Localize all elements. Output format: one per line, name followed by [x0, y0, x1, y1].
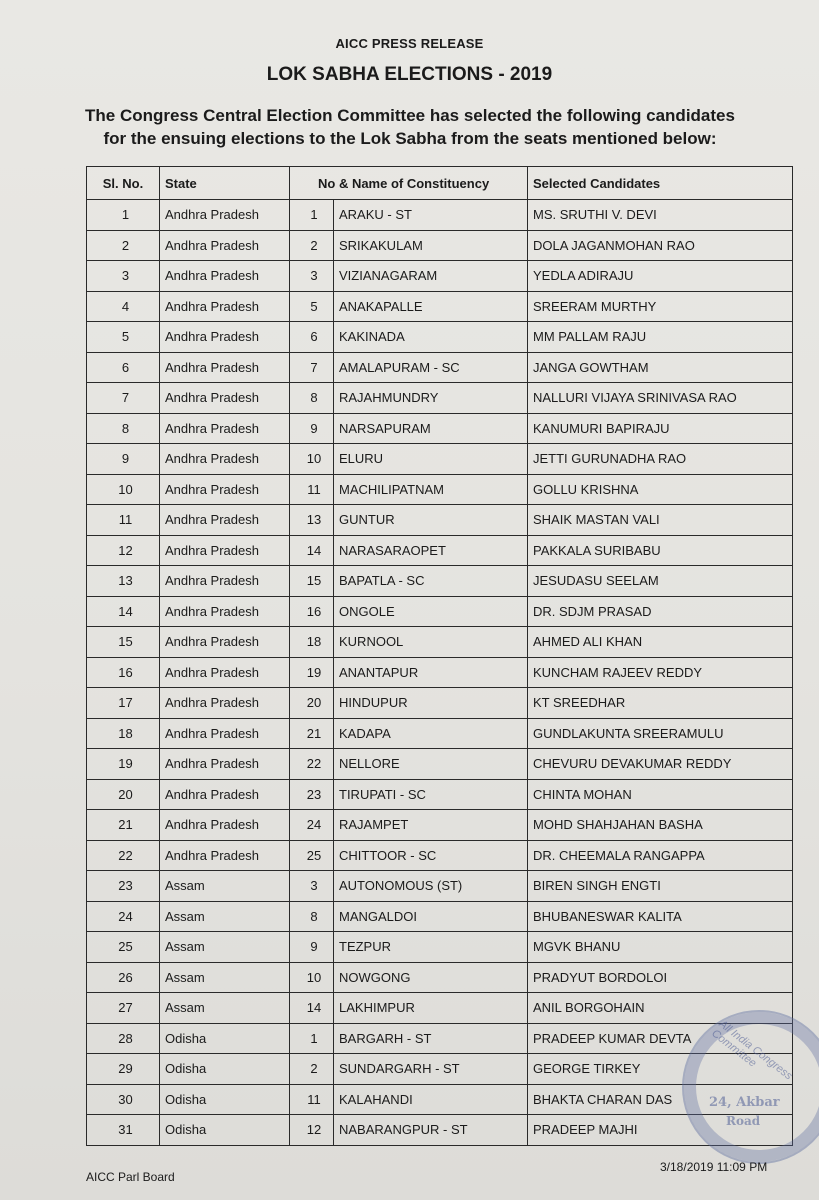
cell-candidate: DR. SDJM PRASAD — [528, 596, 793, 627]
table-row — [87, 505, 793, 536]
cell-candidate: ANIL BORGOHAIN — [528, 993, 793, 1024]
table-row — [87, 627, 793, 658]
table-row — [87, 596, 793, 627]
cell-constituency-name: SUNDARGARH - ST — [334, 1054, 528, 1085]
cell-sl-no: 16 — [87, 657, 160, 688]
cell-state: Andhra Pradesh — [160, 383, 290, 414]
cell-constituency-name: NARSAPURAM — [334, 413, 528, 444]
cell-constituency-name: CHITTOOR - SC — [334, 840, 528, 871]
cell-constituency-no: 9 — [290, 413, 334, 444]
cell-candidate: JESUDASU SEELAM — [528, 566, 793, 597]
table-row — [87, 657, 793, 688]
cell-constituency-no: 8 — [290, 901, 334, 932]
cell-candidate: KT SREEDHAR — [528, 688, 793, 719]
cell-state: Odisha — [160, 1084, 290, 1115]
seal-address-line-2: Road — [726, 1114, 761, 1128]
cell-constituency-no: 25 — [290, 840, 334, 871]
cell-sl-no: 24 — [87, 901, 160, 932]
cell-constituency-no: 10 — [290, 962, 334, 993]
cell-constituency-name: SRIKAKULAM — [334, 230, 528, 261]
cell-constituency-name: MACHILIPATNAM — [334, 474, 528, 505]
cell-sl-no: 7 — [87, 383, 160, 414]
cell-sl-no: 25 — [87, 932, 160, 963]
cell-candidate: SREERAM MURTHY — [528, 291, 793, 322]
cell-constituency-no: 14 — [290, 993, 334, 1024]
cell-state: Andhra Pradesh — [160, 444, 290, 475]
table-row — [87, 962, 793, 993]
cell-sl-no: 8 — [87, 413, 160, 444]
table-row — [87, 932, 793, 963]
cell-constituency-name: NABARANGPUR - ST — [334, 1115, 528, 1146]
cell-candidate: BHAKTA CHARAN DAS — [528, 1084, 793, 1115]
cell-candidate: PAKKALA SURIBABU — [528, 535, 793, 566]
cell-constituency-no: 18 — [290, 627, 334, 658]
cell-constituency-name: RAJAHMUNDRY — [334, 383, 528, 414]
table-row — [87, 261, 793, 292]
cell-sl-no: 26 — [87, 962, 160, 993]
cell-sl-no: 11 — [87, 505, 160, 536]
cell-state: Odisha — [160, 1023, 290, 1054]
cell-constituency-no: 7 — [290, 352, 334, 383]
cell-constituency-no: 1 — [290, 200, 334, 231]
cell-constituency-name: NELLORE — [334, 749, 528, 780]
cell-state: Andhra Pradesh — [160, 627, 290, 658]
table-row — [87, 749, 793, 780]
cell-constituency-no: 11 — [290, 474, 334, 505]
cell-constituency-no: 2 — [290, 230, 334, 261]
cell-constituency-no: 8 — [290, 383, 334, 414]
cell-sl-no: 18 — [87, 718, 160, 749]
cell-constituency-no: 10 — [290, 444, 334, 475]
table-row — [87, 779, 793, 810]
cell-candidate: GUNDLAKUNTA SREERAMULU — [528, 718, 793, 749]
table-row — [87, 322, 793, 353]
cell-sl-no: 4 — [87, 291, 160, 322]
cell-state: Andhra Pradesh — [160, 474, 290, 505]
cell-sl-no: 13 — [87, 566, 160, 597]
cell-state: Andhra Pradesh — [160, 596, 290, 627]
cell-constituency-no: 3 — [290, 261, 334, 292]
cell-constituency-name: ANANTAPUR — [334, 657, 528, 688]
cell-sl-no: 9 — [87, 444, 160, 475]
table-row — [87, 352, 793, 383]
cell-state: Andhra Pradesh — [160, 413, 290, 444]
table-row — [87, 993, 793, 1024]
candidates-table — [86, 166, 793, 1146]
cell-constituency-name: ANAKAPALLE — [334, 291, 528, 322]
header-candidates: Selected Candidates — [528, 167, 793, 200]
table-row — [87, 474, 793, 505]
cell-constituency-name: NARASARAOPET — [334, 535, 528, 566]
cell-state: Andhra Pradesh — [160, 810, 290, 841]
footer-timestamp: 3/18/2019 11:09 PM — [660, 1160, 768, 1174]
cell-sl-no: 2 — [87, 230, 160, 261]
table-row — [87, 840, 793, 871]
cell-constituency-no: 21 — [290, 718, 334, 749]
cell-state: Andhra Pradesh — [160, 840, 290, 871]
intro-text — [60, 104, 760, 150]
cell-candidate: KANUMURI BAPIRAJU — [528, 413, 793, 444]
cell-state: Andhra Pradesh — [160, 566, 290, 597]
cell-state: Andhra Pradesh — [160, 505, 290, 536]
cell-constituency-name: MANGALDOI — [334, 901, 528, 932]
cell-constituency-name: BARGARH - ST — [334, 1023, 528, 1054]
cell-constituency-no: 6 — [290, 322, 334, 353]
table-row — [87, 1115, 793, 1146]
cell-constituency-name: AMALAPURAM - SC — [334, 352, 528, 383]
cell-constituency-name: TEZPUR — [334, 932, 528, 963]
cell-state: Andhra Pradesh — [160, 291, 290, 322]
cell-constituency-name: KURNOOL — [334, 627, 528, 658]
cell-sl-no: 27 — [87, 993, 160, 1024]
table-row — [87, 413, 793, 444]
cell-constituency-name: VIZIANAGARAM — [334, 261, 528, 292]
cell-candidate: YEDLA ADIRAJU — [528, 261, 793, 292]
cell-sl-no: 29 — [87, 1054, 160, 1085]
cell-constituency-no: 13 — [290, 505, 334, 536]
cell-constituency-no: 20 — [290, 688, 334, 719]
cell-constituency-name: ONGOLE — [334, 596, 528, 627]
cell-candidate: NALLURI VIJAYA SRINIVASA RAO — [528, 383, 793, 414]
cell-candidate: PRADEEP MAJHI — [528, 1115, 793, 1146]
table-row — [87, 535, 793, 566]
cell-state: Andhra Pradesh — [160, 230, 290, 261]
cell-constituency-name: KADAPA — [334, 718, 528, 749]
footer-board: AICC Parl Board — [86, 1170, 175, 1184]
cell-state: Odisha — [160, 1115, 290, 1146]
cell-state: Andhra Pradesh — [160, 200, 290, 231]
cell-sl-no: 6 — [87, 352, 160, 383]
cell-constituency-no: 22 — [290, 749, 334, 780]
cell-constituency-name: AUTONOMOUS (ST) — [334, 871, 528, 902]
seal-ring-text: All India Congress Committee — [709, 1018, 795, 1083]
table-row — [87, 810, 793, 841]
cell-state: Andhra Pradesh — [160, 535, 290, 566]
cell-sl-no: 20 — [87, 779, 160, 810]
table-row — [87, 200, 793, 231]
cell-constituency-name: RAJAMPET — [334, 810, 528, 841]
cell-candidate: GOLLU KRISHNA — [528, 474, 793, 505]
cell-state: Assam — [160, 901, 290, 932]
cell-state: Assam — [160, 932, 290, 963]
cell-state: Assam — [160, 962, 290, 993]
cell-candidate: DOLA JAGANMOHAN RAO — [528, 230, 793, 261]
table-row — [87, 383, 793, 414]
cell-constituency-no: 11 — [290, 1084, 334, 1115]
cell-candidate: AHMED ALI KHAN — [528, 627, 793, 658]
cell-constituency-name: HINDUPUR — [334, 688, 528, 719]
cell-constituency-name: TIRUPATI - SC — [334, 779, 528, 810]
cell-candidate: JANGA GOWTHAM — [528, 352, 793, 383]
cell-sl-no: 12 — [87, 535, 160, 566]
cell-candidate: MM PALLAM RAJU — [528, 322, 793, 353]
table-row — [87, 444, 793, 475]
cell-candidate: MOHD SHAHJAHAN BASHA — [528, 810, 793, 841]
cell-constituency-no: 1 — [290, 1023, 334, 1054]
cell-state: Andhra Pradesh — [160, 261, 290, 292]
table-row — [87, 871, 793, 902]
seal-address-line-1: 24, Akbar — [709, 1095, 780, 1110]
cell-candidate: JETTI GURUNADHA RAO — [528, 444, 793, 475]
cell-constituency-no: 19 — [290, 657, 334, 688]
cell-sl-no: 1 — [87, 200, 160, 231]
cell-sl-no: 5 — [87, 322, 160, 353]
cell-sl-no: 3 — [87, 261, 160, 292]
cell-state: Assam — [160, 871, 290, 902]
header-sl-no: Sl. No. — [87, 167, 160, 200]
cell-state: Andhra Pradesh — [160, 749, 290, 780]
cell-candidate: PRADYUT BORDOLOI — [528, 962, 793, 993]
cell-sl-no: 28 — [87, 1023, 160, 1054]
cell-candidate: MS. SRUTHI V. DEVI — [528, 200, 793, 231]
cell-constituency-no: 23 — [290, 779, 334, 810]
intro-line-1: The Congress Central Election Committee has selected the following candidates — [85, 106, 735, 125]
cell-candidate: DR. CHEEMALA RANGAPPA — [528, 840, 793, 871]
cell-constituency-name: NOWGONG — [334, 962, 528, 993]
cell-constituency-no: 3 — [290, 871, 334, 902]
cell-constituency-name: BAPATLA - SC — [334, 566, 528, 597]
cell-constituency-no: 12 — [290, 1115, 334, 1146]
cell-sl-no: 23 — [87, 871, 160, 902]
cell-constituency-no: 16 — [290, 596, 334, 627]
cell-state: Andhra Pradesh — [160, 657, 290, 688]
cell-constituency-no: 2 — [290, 1054, 334, 1085]
cell-constituency-no: 24 — [290, 810, 334, 841]
intro-line-2: for the ensuing elections to the Lok Sabha from the seats mentioned below: — [103, 129, 717, 148]
cell-constituency-name: GUNTUR — [334, 505, 528, 536]
cell-state: Assam — [160, 993, 290, 1024]
cell-candidate: CHINTA MOHAN — [528, 779, 793, 810]
cell-constituency-no: 9 — [290, 932, 334, 963]
page-title: LOK SABHA ELECTIONS - 2019 — [266, 64, 553, 85]
cell-constituency-name: ARAKU - ST — [334, 200, 528, 231]
cell-sl-no: 14 — [87, 596, 160, 627]
table-row — [87, 230, 793, 261]
table-row — [87, 901, 793, 932]
cell-candidate: BIREN SINGH ENGTI — [528, 871, 793, 902]
table-header-row — [87, 167, 793, 200]
cell-state: Andhra Pradesh — [160, 718, 290, 749]
cell-constituency-name: KAKINADA — [334, 322, 528, 353]
cell-candidate: PRADEEP KUMAR DEVTA — [528, 1023, 793, 1054]
cell-sl-no: 19 — [87, 749, 160, 780]
cell-candidate: GEORGE TIRKEY — [528, 1054, 793, 1085]
cell-state: Odisha — [160, 1054, 290, 1085]
cell-candidate: MGVK BHANU — [528, 932, 793, 963]
header-state: State — [160, 167, 290, 200]
cell-state: Andhra Pradesh — [160, 779, 290, 810]
cell-sl-no: 10 — [87, 474, 160, 505]
cell-sl-no: 30 — [87, 1084, 160, 1115]
cell-constituency-no: 5 — [290, 291, 334, 322]
table-row — [87, 688, 793, 719]
cell-constituency-name: KALAHANDI — [334, 1084, 528, 1115]
cell-constituency-no: 14 — [290, 535, 334, 566]
cell-state: Andhra Pradesh — [160, 352, 290, 383]
cell-state: Andhra Pradesh — [160, 688, 290, 719]
header-constituency: No & Name of Constituency — [290, 167, 528, 200]
cell-constituency-name: ELURU — [334, 444, 528, 475]
cell-sl-no: 22 — [87, 840, 160, 871]
cell-candidate: BHUBANESWAR KALITA — [528, 901, 793, 932]
cell-sl-no: 17 — [87, 688, 160, 719]
cell-sl-no: 15 — [87, 627, 160, 658]
cell-sl-no: 31 — [87, 1115, 160, 1146]
cell-candidate: SHAIK MASTAN VALI — [528, 505, 793, 536]
cell-state: Andhra Pradesh — [160, 322, 290, 353]
table-body — [87, 200, 793, 1146]
table-row — [87, 718, 793, 749]
cell-candidate: KUNCHAM RAJEEV REDDY — [528, 657, 793, 688]
table-row — [87, 566, 793, 597]
cell-sl-no: 21 — [87, 810, 160, 841]
cell-candidate: CHEVURU DEVAKUMAR REDDY — [528, 749, 793, 780]
cell-constituency-no: 15 — [290, 566, 334, 597]
cell-constituency-name: LAKHIMPUR — [334, 993, 528, 1024]
table-row — [87, 291, 793, 322]
release-label: AICC PRESS RELEASE — [335, 36, 484, 51]
table-row — [87, 1023, 793, 1054]
